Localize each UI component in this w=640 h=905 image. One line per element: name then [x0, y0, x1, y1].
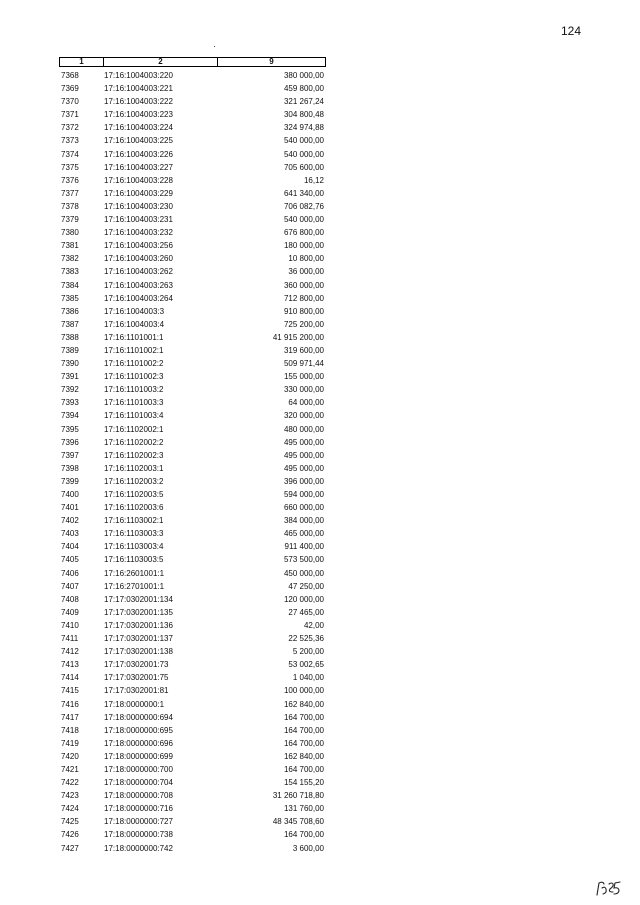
value-amount: 330 000,00: [283, 385, 324, 395]
value-amount: 164 700,00: [283, 712, 324, 722]
value-amount: 164 700,00: [283, 764, 324, 774]
row-number: 7391: [61, 372, 79, 382]
table-row: [59, 632, 326, 645]
row-number: 7401: [61, 503, 79, 513]
row-number: 7375: [61, 162, 79, 172]
value-amount: 495 000,00: [283, 437, 324, 447]
cadastral-number: 17:16:1101002:3: [104, 372, 164, 382]
row-number: 7384: [61, 280, 79, 290]
table-row: [59, 449, 326, 462]
cadastral-number: 17:16:1004003:225: [104, 136, 173, 146]
value-amount: 154 155,20: [283, 778, 324, 788]
row-number: 7376: [61, 175, 79, 185]
cadastral-number: 17:17:0302001:136: [104, 620, 173, 630]
table-row: [59, 789, 326, 802]
header-col-2: 2: [104, 58, 218, 66]
cadastral-number: 17:18:0000000:716: [104, 804, 173, 814]
cadastral-number: 17:18:0000000:708: [104, 791, 173, 801]
table-row: [59, 540, 326, 553]
row-number: 7373: [61, 136, 79, 146]
row-number: 7382: [61, 254, 79, 264]
value-amount: 320 000,00: [283, 411, 324, 421]
cadastral-number: 17:16:1004003:229: [104, 188, 173, 198]
cadastral-number: 17:16:1103003:4: [104, 542, 164, 552]
table-row: [59, 226, 326, 239]
table-row: [59, 252, 326, 265]
value-amount: 384 000,00: [283, 516, 324, 526]
table-row: [59, 200, 326, 213]
row-number: 7426: [61, 830, 79, 840]
value-amount: 31 260 718,80: [272, 791, 324, 801]
table-row: [59, 776, 326, 789]
cadastral-number: 17:18:0000000:696: [104, 738, 173, 748]
value-amount: 319 600,00: [283, 345, 324, 355]
cadastral-number: 17:18:0000000:700: [104, 764, 173, 774]
row-number: 7394: [61, 411, 79, 421]
table-row: [59, 383, 326, 396]
table-row: [59, 802, 326, 815]
scan-mark: [214, 46, 215, 47]
value-amount: 594 000,00: [283, 490, 324, 499]
row-number: 7388: [61, 332, 79, 342]
table-row: [59, 684, 326, 697]
table-row: [59, 305, 326, 318]
value-amount: 910 800,00: [283, 306, 324, 316]
cadastral-number: 17:16:1004003:221: [104, 84, 173, 94]
table-row: [59, 501, 326, 514]
cadastral-number: 17:16:1004003:227: [104, 162, 173, 172]
cadastral-number: 17:18:0000000:1: [104, 699, 165, 709]
page-number: 124: [561, 24, 582, 38]
value-amount: 380 000,00: [283, 71, 324, 80]
cadastral-number: 17:16:1102003:1: [104, 463, 164, 473]
cadastral-number: 17:16:2701001:1: [104, 581, 165, 591]
row-number: 7392: [61, 385, 79, 395]
value-amount: 712 800,00: [283, 293, 324, 303]
cadastral-number: 17:17:0302001:137: [104, 634, 173, 644]
value-amount: 3 600,00: [292, 843, 324, 853]
cadastral-number: 17:16:2601001:1: [104, 568, 165, 578]
row-number: 7412: [61, 647, 79, 657]
value-amount: 660 000,00: [283, 503, 324, 513]
row-number: 7387: [61, 319, 79, 329]
cadastral-number: 17:16:1004003:256: [104, 241, 173, 251]
row-number: 7390: [61, 359, 79, 369]
row-number: 7377: [61, 188, 79, 198]
table-row: [59, 828, 326, 841]
table-row: [59, 239, 326, 252]
cadastral-number: 17:17:0302001:81: [104, 686, 169, 696]
row-number: 7406: [61, 568, 79, 578]
cadastral-number: 17:17:0302001:73: [104, 660, 169, 670]
row-number: 7413: [61, 660, 79, 670]
table-row: [59, 82, 326, 95]
value-amount: 641 340,00: [283, 188, 324, 198]
table-row: [59, 69, 326, 82]
cadastral-number: 17:17:0302001:135: [104, 607, 173, 617]
row-number: 7389: [61, 345, 79, 355]
row-number: 7398: [61, 463, 79, 473]
table-row: [59, 213, 326, 226]
value-amount: 459 800,00: [283, 84, 324, 94]
value-amount: 164 700,00: [283, 830, 324, 840]
table-row: [59, 357, 326, 370]
row-number: 7404: [61, 542, 79, 552]
table-row: [59, 593, 326, 606]
cadastral-number: 17:16:1101003:2: [104, 385, 164, 395]
row-number: 7415: [61, 686, 79, 696]
handwritten-signature: [596, 879, 622, 897]
table-row: [59, 265, 326, 278]
cadastral-number: 17:18:0000000:695: [104, 725, 173, 735]
value-amount: 155 000,00: [283, 372, 324, 382]
cadastral-number: 17:16:1004003:230: [104, 201, 173, 211]
table-row: [59, 161, 326, 174]
value-amount: 164 700,00: [283, 738, 324, 748]
table-row: [59, 619, 326, 632]
table-row: [59, 396, 326, 409]
value-amount: 162 840,00: [283, 751, 324, 761]
row-number: 7417: [61, 712, 79, 722]
row-number: 7403: [61, 529, 79, 539]
row-number: 7408: [61, 594, 79, 604]
row-number: 7378: [61, 201, 79, 211]
cadastral-number: 17:16:1103003:5: [104, 555, 164, 565]
row-number: 7400: [61, 490, 79, 499]
value-amount: 360 000,00: [283, 280, 324, 290]
value-amount: 53 002,65: [288, 660, 324, 670]
value-amount: 162 840,00: [283, 699, 324, 709]
value-amount: 450 000,00: [283, 568, 324, 578]
cadastral-number: 17:16:1004003:264: [104, 293, 173, 303]
header-col-1: 1: [60, 58, 104, 66]
value-amount: 5 200,00: [292, 647, 324, 657]
table-row: [59, 815, 326, 828]
cadastral-number: 17:16:1102003:5: [104, 490, 164, 499]
row-number: 7381: [61, 241, 79, 251]
value-amount: 705 600,00: [283, 162, 324, 172]
row-number: 7386: [61, 306, 79, 316]
table-row: [59, 763, 326, 776]
cadastral-number: 17:16:1101003:3: [104, 398, 164, 408]
cadastral-number: 17:18:0000000:727: [104, 817, 173, 827]
table-row: [59, 658, 326, 671]
value-amount: 120 000,00: [283, 594, 324, 604]
row-number: 7407: [61, 581, 79, 591]
table-row: [59, 423, 326, 436]
row-number: 7421: [61, 764, 79, 774]
row-number: 7414: [61, 673, 79, 683]
value-amount: 321 267,24: [283, 97, 324, 107]
row-number: 7420: [61, 751, 79, 761]
table-row: [59, 148, 326, 161]
row-number: 7399: [61, 476, 79, 486]
cadastral-number: 17:16:1102002:3: [104, 450, 164, 460]
value-amount: 495 000,00: [283, 463, 324, 473]
row-number: 7422: [61, 778, 79, 788]
table-row: [59, 187, 326, 200]
table-row: [59, 121, 326, 134]
cadastral-number: 17:18:0000000:694: [104, 712, 173, 722]
value-amount: 16,12: [303, 175, 324, 185]
cadastral-number: 17:16:1004003:263: [104, 280, 173, 290]
cadastral-number: 17:18:0000000:738: [104, 830, 173, 840]
cadastral-number: 17:16:1004003:231: [104, 215, 173, 225]
value-amount: 64 000,00: [288, 398, 324, 408]
table-row: [59, 279, 326, 292]
row-number: 7411: [61, 634, 79, 644]
table-row: [59, 475, 326, 488]
cadastral-number: 17:17:0302001:138: [104, 647, 173, 657]
row-number: 7409: [61, 607, 79, 617]
row-number: 7416: [61, 699, 79, 709]
cadastral-number: 17:16:1004003:260: [104, 254, 173, 264]
cadastral-number: 17:16:1004003:3: [104, 306, 165, 316]
cadastral-number: 17:16:1102002:1: [104, 424, 164, 434]
table-row: [59, 724, 326, 737]
value-amount: 540 000,00: [283, 136, 324, 146]
value-amount: 22 525,36: [288, 634, 324, 644]
value-amount: 495 000,00: [283, 450, 324, 460]
row-number: 7380: [61, 228, 79, 238]
cadastral-number: 17:16:1101001:1: [104, 332, 164, 342]
row-number: 7372: [61, 123, 79, 133]
table-row: [59, 409, 326, 422]
row-number: 7427: [61, 843, 79, 853]
cadastral-number: 17:18:0000000:704: [104, 778, 173, 788]
value-amount: 180 000,00: [283, 241, 324, 251]
table-row: [59, 318, 326, 331]
cadastral-number: 17:16:1004003:224: [104, 123, 173, 133]
row-number: 7379: [61, 215, 79, 225]
data-table: [59, 57, 326, 855]
table-row: [59, 488, 326, 501]
row-number: 7402: [61, 516, 79, 526]
table-row: [59, 737, 326, 750]
row-number: 7419: [61, 738, 79, 748]
value-amount: 164 700,00: [283, 725, 324, 735]
row-number: 7369: [61, 84, 79, 94]
row-number: 7385: [61, 293, 79, 303]
row-number: 7424: [61, 804, 79, 814]
cadastral-number: 17:16:1103003:3: [104, 529, 164, 539]
cadastral-number: 17:16:1004003:226: [104, 149, 173, 159]
value-amount: 41 915 200,00: [272, 332, 324, 342]
row-number: 7418: [61, 725, 79, 735]
table-row: [59, 292, 326, 305]
value-amount: 324 974,88: [283, 123, 324, 133]
cadastral-number: 17:16:1004003:222: [104, 97, 173, 107]
cadastral-number: 17:17:0302001:75: [104, 673, 169, 683]
header-col-9: 9: [269, 57, 274, 66]
table-row: [59, 553, 326, 566]
table-row: [59, 436, 326, 449]
cadastral-number: 17:16:1004003:4: [104, 319, 165, 329]
cadastral-number: 17:17:0302001:134: [104, 594, 173, 604]
value-amount: 706 082,76: [283, 201, 324, 211]
value-amount: 540 000,00: [283, 149, 324, 159]
value-amount: 27 465,00: [288, 607, 324, 617]
value-amount: 48 345 708,60: [272, 817, 324, 827]
cadastral-number: 17:16:1004003:220: [104, 71, 173, 80]
cadastral-number: 17:16:1102002:2: [104, 437, 164, 447]
cadastral-number: 17:16:1102003:6: [104, 503, 164, 513]
value-amount: 573 500,00: [283, 555, 324, 565]
table-row: [59, 95, 326, 108]
value-amount: 911 400,00: [284, 542, 324, 552]
cadastral-number: 17:16:1004003:262: [104, 267, 173, 277]
value-amount: 1 040,00: [292, 673, 324, 683]
table-row: [59, 462, 326, 475]
row-number: 7425: [61, 817, 79, 827]
value-amount: 465 000,00: [283, 529, 324, 539]
row-number: 7405: [61, 555, 79, 565]
table-row: [59, 711, 326, 724]
value-amount: 10 800,00: [288, 254, 324, 264]
table-row: [59, 671, 326, 684]
value-amount: 42,00: [303, 620, 324, 630]
row-number: 7374: [61, 149, 79, 159]
cadastral-number: 17:18:0000000:742: [104, 843, 173, 853]
value-amount: 540 000,00: [283, 215, 324, 225]
cadastral-number: 17:16:1101002:2: [104, 359, 164, 369]
row-number: 7396: [61, 437, 79, 447]
table-body: [59, 69, 326, 855]
cadastral-number: 17:16:1004003:228: [104, 175, 173, 185]
row-number: 7370: [61, 97, 79, 107]
value-amount: 304 800,48: [283, 110, 324, 120]
cadastral-number: 17:18:0000000:699: [104, 751, 173, 761]
table-row: [59, 750, 326, 763]
table-row: [59, 842, 326, 855]
table-row: [59, 567, 326, 580]
cadastral-number: 17:16:1101003:4: [104, 411, 164, 421]
table-row: [59, 645, 326, 658]
row-number: 7368: [61, 71, 79, 80]
table-header: [59, 57, 326, 67]
row-number: 7395: [61, 424, 79, 434]
cadastral-number: 17:16:1004003:223: [104, 110, 173, 120]
value-amount: 396 000,00: [283, 476, 324, 486]
value-amount: 100 000,00: [283, 686, 324, 696]
value-amount: 676 800,00: [283, 228, 324, 238]
cadastral-number: 17:16:1103002:1: [104, 516, 164, 526]
value-amount: 480 000,00: [283, 424, 324, 434]
table-row: [59, 174, 326, 187]
value-amount: 509 971,44: [283, 359, 324, 369]
cadastral-number: 17:16:1101002:1: [104, 345, 164, 355]
value-amount: 47 250,00: [288, 581, 324, 591]
row-number: 7423: [61, 791, 79, 801]
table-row: [59, 344, 326, 357]
value-amount: 725 200,00: [283, 319, 324, 329]
table-row: [59, 331, 326, 344]
table-row: [59, 606, 326, 619]
value-amount: 36 000,00: [288, 267, 324, 277]
table-row: [59, 580, 326, 593]
value-amount: 131 760,00: [283, 804, 324, 814]
table-row: [59, 134, 326, 147]
row-number: 7371: [61, 110, 79, 120]
row-number: 7393: [61, 398, 79, 408]
cadastral-number: 17:16:1004003:232: [104, 228, 173, 238]
table-row: [59, 108, 326, 121]
table-row: [59, 698, 326, 711]
table-row: [59, 514, 326, 527]
row-number: 7397: [61, 450, 79, 460]
row-number: 7383: [61, 267, 79, 277]
table-row: [59, 370, 326, 383]
table-row: [59, 527, 326, 540]
cadastral-number: 17:16:1102003:2: [104, 476, 164, 486]
row-number: 7410: [61, 620, 79, 630]
